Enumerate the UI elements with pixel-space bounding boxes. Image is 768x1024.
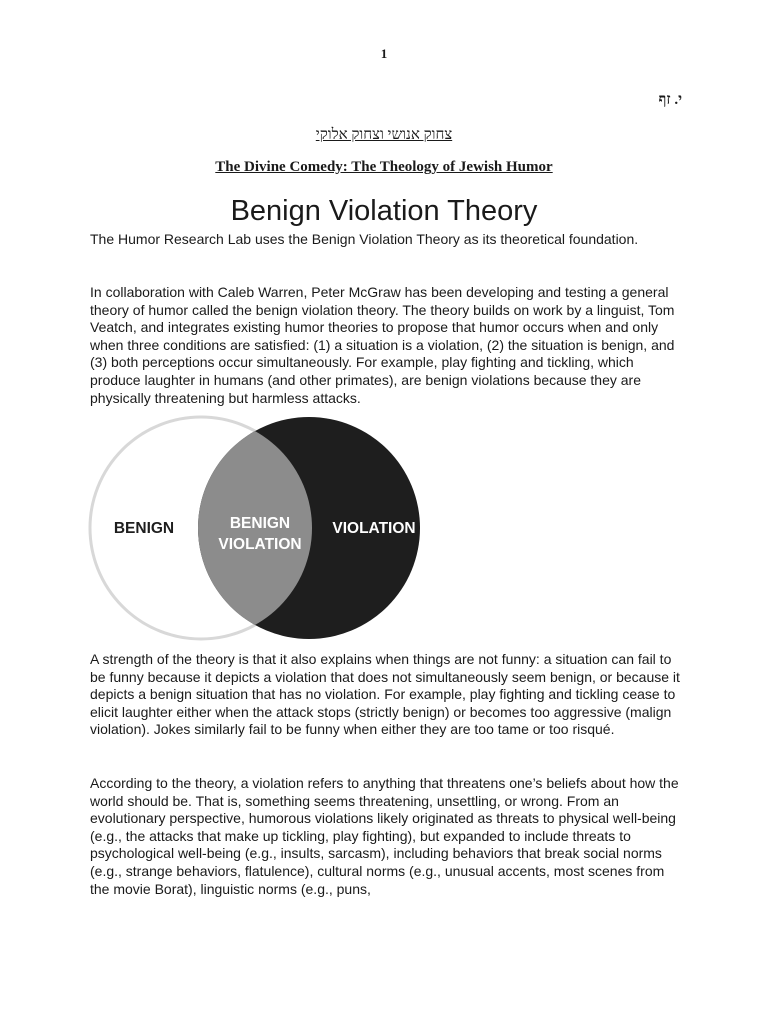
paragraph-theory: In collaboration with Caleb Warren, Peter McGraw has been developing and testing a general theory of humor called the benign violation theory. The theory builds on work by a linguist, Tom Veatch, and integrates existing humor theories to propose that humor occurs when and only when three conditions are satisfied: (1) a situation is a violation, (2) the situation is benign, and (3) both perceptions occur simultaneously. For example, play fighting and tickling, which produce laughter in humans (and other primates), are benign violations because they are physically threatening but harmless attacks. xyxy=(90,284,675,406)
overlap-label-line1: BENIGN xyxy=(229,515,291,532)
violation-label: VIOLATION xyxy=(332,520,416,537)
paragraph-intro: The Humor Research Lab uses the Benign Violation Theory as its theoretical foundation. xyxy=(90,231,639,247)
paragraph-strength: A strength of the theory is that it also explains when things are not funny: a situation can fail to be funny because it depicts a violation that does not simultaneously seem benign, or because it depicts a benign situation that has no violation. For example, play fighting and tickling cease to elicit laughter either when the attack stops (strictly benign) or becomes too aggressive (malign violation). Jokes similarly fail to be funny when either they are too tame or too risqué. xyxy=(90,651,680,738)
title-hebrew: צחוק אנושי וצחוק אלוקי xyxy=(315,127,453,143)
venn-diagram xyxy=(88,404,434,652)
title-english: The Divine Comedy: The Theology of Jewish Humor xyxy=(215,159,553,175)
page-number: 1 xyxy=(380,46,388,61)
overlap-label-line2: VIOLATION xyxy=(218,536,302,553)
paragraph-violation-definition: According to the theory, a violation refers to anything that threatens one’s beliefs about how the world should be. That is, something seems threatening, unsettling, or wrong. From an evolutionary perspective, humorous violations likely originated as threats to physical well-being (e.g., the attacks that make up tickling, play fighting), but expanded to include threats to psychological well-being (e.g., insults, sarcasm), including behaviors that break social norms (e.g., strange behaviors, flatulence), cultural norms (e.g., unusual accents, most scenes from the movie Borat), linguistic norms (e.g., puns, xyxy=(90,775,679,897)
author-hebrew: י. זף xyxy=(658,92,682,108)
page-heading: Benign Violation Theory xyxy=(230,195,538,227)
benign-label: BENIGN xyxy=(113,520,175,537)
